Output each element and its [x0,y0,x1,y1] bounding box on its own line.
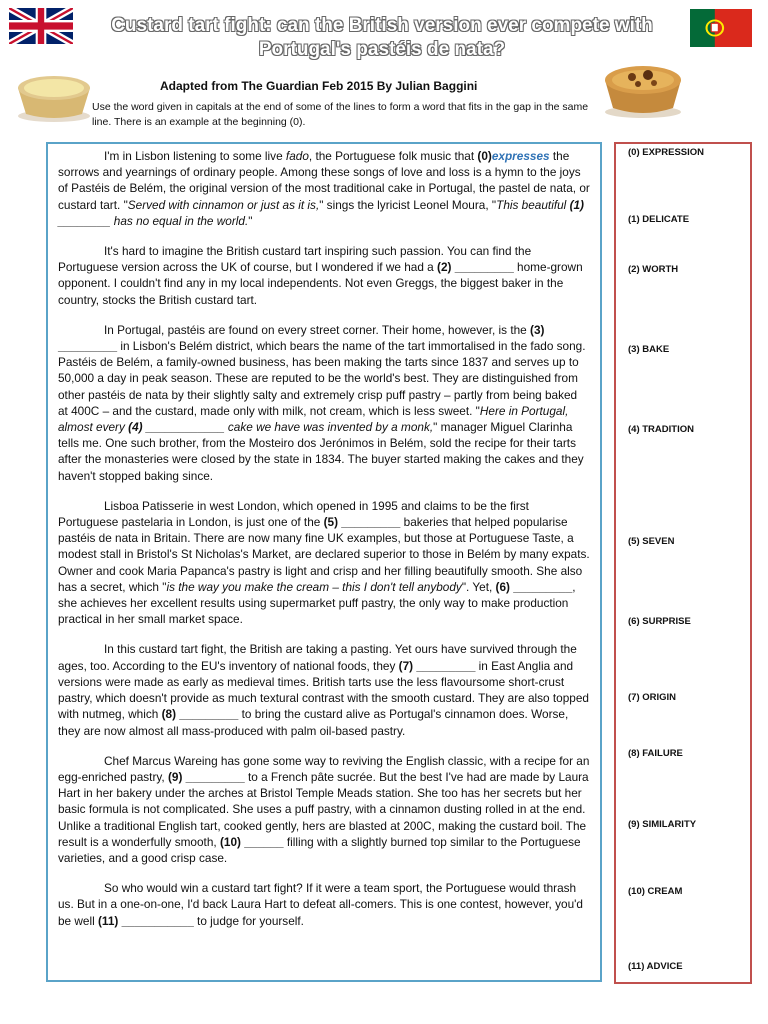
paragraph-6: Chef Marcus Wareing has gone some way to reviving the English classic, with a recipe for an egg-enriched pastry, (9) _________ to a French pâte sucrée. But the best I've had are made by Laura Hart in her bakery under the arches at Bristol Temple Meads station. She too has her secrets but her basic formula is not complicated. She uses a puff pastry, with a cinnamon dusting rolled in at the end. Unlike a traditional English tart, cooked gently, hers are blasted at 200C, making the custard boil. The result is a wonderfully smooth, (10) ______ filling with a slightly burned top similar to the Portuguese varieties, and a good crisp case. [58,753,590,865]
page-title: Custard tart fight: can the British version ever compete with Portugal's pastéis de nata? [111,15,653,60]
gap-3[interactable]: (3) _________ [58,322,545,354]
paragraph-7: So who would win a custard tart fight? If it were a team sport, the Portuguese would thrash us. But in a one-on-one, I'd back Laura Hart to defeat all-comers. This is one contest, however, you'd be well (11) ___________ to judge for yourself. [58,881,583,928]
paragraph-3: In Portugal, pastéis are found on every street corner. Their home, however, is the (3) _________ in Lisbon's Belém district, which bears the name of the tart immortalised in the fado song. Pastéis de Belém, a family-owned business, has been making the tarts since 1837 and serves up to 50,000 a day in peak season. These are reputed to be the world's best. They are distinguished from other pastéis de nata by their slightly salty and extremely crisp puff pastry – partly from being baked at 400C – and the custard, made only with milk, not cream, which is less sweet. "Here in Portugal, almost every (4) ____________ cake we have was invented by a monk," manager Miguel Clarinha tells me. One such brother, from the Mosteiro dos Jerónimos in Belém, sold the recipe for their tarts after the monasteries were closed by the state in 1834. The buyer started making the cakes and they haven't stopped baking since. [58,322,586,483]
gap-10[interactable]: (10) ______ [219,834,284,849]
answer-word-0: (0) EXPRESSION [628,147,705,158]
gap-5[interactable]: (5) _________ [323,515,401,530]
answer-word-2: (2) WORTH [628,264,679,275]
answer-words-box [614,142,752,984]
gap-6[interactable]: (6) _________ [495,579,573,594]
gap-9[interactable]: (9) _________ [167,769,245,784]
answer-word-9: (9) SIMILARITY [628,819,697,830]
gap-7[interactable]: (7) _________ [398,658,476,673]
answer-word-3: (3) BAKE [628,344,670,355]
paragraph-1: I'm in Lisbon listening to some live fado, the Portuguese folk music that (0)expresses the sorrows and yearnings of ordinary people. Among these songs of love and loss is a hymn to the joys of Pastéis de Belém, the original version of the most traditional cake in Portugal, the pastel de nata, or custard tart. "Served with cinnamon or just as it is," sings the lyricist Leonel Moura, "This beautiful (1) ________ has no equal in the world." [58,149,590,228]
gap-8[interactable]: (8) _________ [161,707,239,722]
article-source: Adapted from The Guardian Feb 2015 By Julian Baggini [160,79,478,93]
instructions: Use the word given in capitals at the end of some of the lines to form a word that fits in the gap in the same line. There is an example at the beginning (0). [92,101,589,128]
gap-1[interactable]: (1) ________ [58,197,584,228]
article-text-box [46,142,602,982]
custard-tart-icon [14,66,94,124]
gap-11[interactable]: (11) ___________ [98,913,194,928]
paragraph-2: It's hard to imagine the British custard tart inspiring such passion. You can find the Portuguese version across the UK of course, but I wondered if we had a (2) _________ home-grown opponent. I couldn't find any in my local independents. Not even Greggs, the biggest baker in the country, stocks the British custard tart. [58,244,583,307]
gap-2[interactable]: (2) _________ [437,260,514,275]
portugal-flag-icon [690,9,752,47]
pastel-de-nata-icon [600,56,686,120]
answer-word-10: (10) CREAM [628,886,683,897]
answer-word-8: (8) FAILURE [628,748,683,759]
answer-word-11: (11) ADVICE [628,961,683,972]
example-answer: expresses [491,149,550,163]
answer-word-7: (7) ORIGIN [628,692,677,703]
answer-word-6: (6) SURPRISE [628,616,691,627]
gap-4[interactable]: (4) ____________ [128,420,225,435]
paragraph-4: Lisboa Patisserie in west London, which opened in 1995 and claims to be the first Portuguese pastelaria in London, is just one of the (5) _________ bakeries that helped popularise pastéis de nata in Britain. There are now many fine UK examples, but those at Portuguese Taste, a modest stall in Bristol's St Nicholas's Market, are declared superior to those in Belém by many expats. Owner and cook Maria Papanca's pastry is light and crisp and her filling beautifully smooth. She also has a secret, which "is the way you make the cream – this I don't tell anybody". Yet, (6) _________, she achieves her excellent results using supermarket puff pastry, the only way to make production practical in her small market space. [58,498,590,627]
uk-flag-icon [9,8,73,44]
answer-word-5: (5) SEVEN [628,536,675,547]
answer-word-1: (1) DELICATE [628,214,690,225]
answer-word-4: (4) TRADITION [628,424,694,435]
paragraph-5: In this custard tart fight, the British are taking a pasting. Yet ours have survived through the ages, too. According to the EU's inventory of national foods, they (7) _________ in East Anglia and versions were made as early as medieval times. British tarts use the less flavoursome short-crust pastry, which doesn't provide as much textural contrast with the smooth custard. They are also topped with nutmeg, which (8) _________ to bring the custard alive as Portugal's cinnamon does. Worse, they are now almost all mass-produced with palm oil-based pastry. [58,642,589,738]
